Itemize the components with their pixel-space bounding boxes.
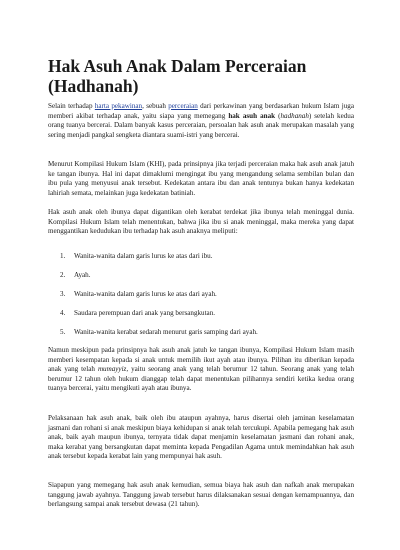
list-item: 4. Saudara perempuan dari anak yang bersangkutan. bbox=[60, 309, 216, 317]
page-title: Hak Asuh Anak Dalam Perceraian (Hadhanah) bbox=[48, 56, 307, 96]
paragraph-text: Namun meskipun pada prinsipnya hak asuh anak jatuh ke tangan ibunya, Kompilasi Hukum Islam masih memberi kesempatan kepada si anak untuk memilih ikut ayah atau ibunya. Pilihan itu diberikan kepada anak yang telah bbox=[48, 346, 354, 374]
list-item: 5. Wanita-wanita kerabat sedarah menurut garis samping dari ayah. bbox=[60, 328, 258, 336]
paragraph-pelaksanaan: Pelaksanaan hak asuh anak, baik oleh ibu ataupun ayahnya, harus disertai oleh jaminan keselamatan jasmani dan rohani si anak meskipun biaya kehidupan si anak telah tercukupi. Apabila pemegang hak asuh anak, baik ayah maupun ibunya, ternyata tidak dapat menjamin keselamatan jasmani dan rohani anak, maka kerabat yang bersangkutan dapat meminta kepada Pengadilan Agama untuk memindahkan hak asuh anak tersebut kepada kerabat lain yang mempunyai hak asuh. bbox=[48, 414, 354, 461]
list-item: 3. Wanita-wanita dalam garis lurus ke atas dari ayah. bbox=[60, 290, 217, 298]
paragraph-text: , sebuah bbox=[142, 102, 169, 110]
paragraph-text: , yaitu seorang anak yang telah berumur 12 tahun. Seorang anak yang telah berumur 12 tahun oleh hukum dianggap telah dapat menentukan pilihannya sendiri ketika kedua orang tuanya bercerai, yaitu mengikuti ayah atau ibunya. bbox=[48, 365, 354, 393]
paragraph-intro bbox=[48, 102, 354, 140]
paragraph-khi: Menurut Kompilasi Hukum Islam (KHI), pada prinsipnya jika terjadi perceraian maka hak asuh anak jatuh ke tangan ibunya. Hal ini dapat dimaklumi mengingat ibu yang mengandung selama sembilan bulan dan ibu pula yang menyusui anak tersebut. Kedekatan antara ibu dan anak tentunya bukan hanya kedekatan lahiriah semata, melainkan juga kedekatan batiniah. bbox=[48, 160, 354, 197]
bold-term: hak asuh anak bbox=[228, 111, 276, 120]
paragraph-text: dari perkawinan yang berdasarkan hukum Islam juga memberi akibat terhadap anak, yaitu siapa yang memegang bbox=[48, 102, 354, 120]
paragraph-kerabat: Hak asuh anak oleh ibunya dapat digantikan oleh kerabat terdekat jika ibunya telah meninggal dunia. Kompilasi Hukum Islam telah menentukan, bahwa jika ibu si anak meninggal, maka mereka yang dapat menggantikan kedudukan ibu terhadap hak asuh anaknya meliputi: bbox=[48, 208, 354, 236]
italic-term: mumayyiz bbox=[97, 365, 127, 374]
paragraph-biaya: Siapapun yang memegang hak asuh anak kemudian, semua biaya hak asuh dan nafkah anak merupakan tanggung jawab ayahnya. Tanggung jawab tersebut harus dilaksanakan sesuai dengan kemampuannya, dan berlangsung sampai anak tersebut dewasa (21 tahun). bbox=[48, 481, 354, 509]
paragraph-text: Selain terhadap bbox=[48, 102, 95, 110]
paragraph-mumayyiz bbox=[48, 346, 354, 394]
italic-term: hadhanah bbox=[280, 111, 309, 120]
list-item: 1. Wanita-wanita dalam garis lurus ke atas dari ibu. bbox=[60, 252, 213, 260]
link-perceraian[interactable]: perceraian bbox=[168, 102, 198, 110]
paragraph-text: ( bbox=[275, 111, 281, 120]
link-harta-pekawinan[interactable]: harta pekawinan bbox=[94, 102, 143, 110]
paragraph-text: ) setelah kedua orang tuanya bercerai. Dalam banyak kasus perceraian, persoalan hak asuh anak merupakan masalah yang sering menjadi pangkal sengketa diantara suami-istri yang bercerai. bbox=[48, 111, 354, 139]
list-item: 2. Ayah. bbox=[60, 271, 91, 279]
